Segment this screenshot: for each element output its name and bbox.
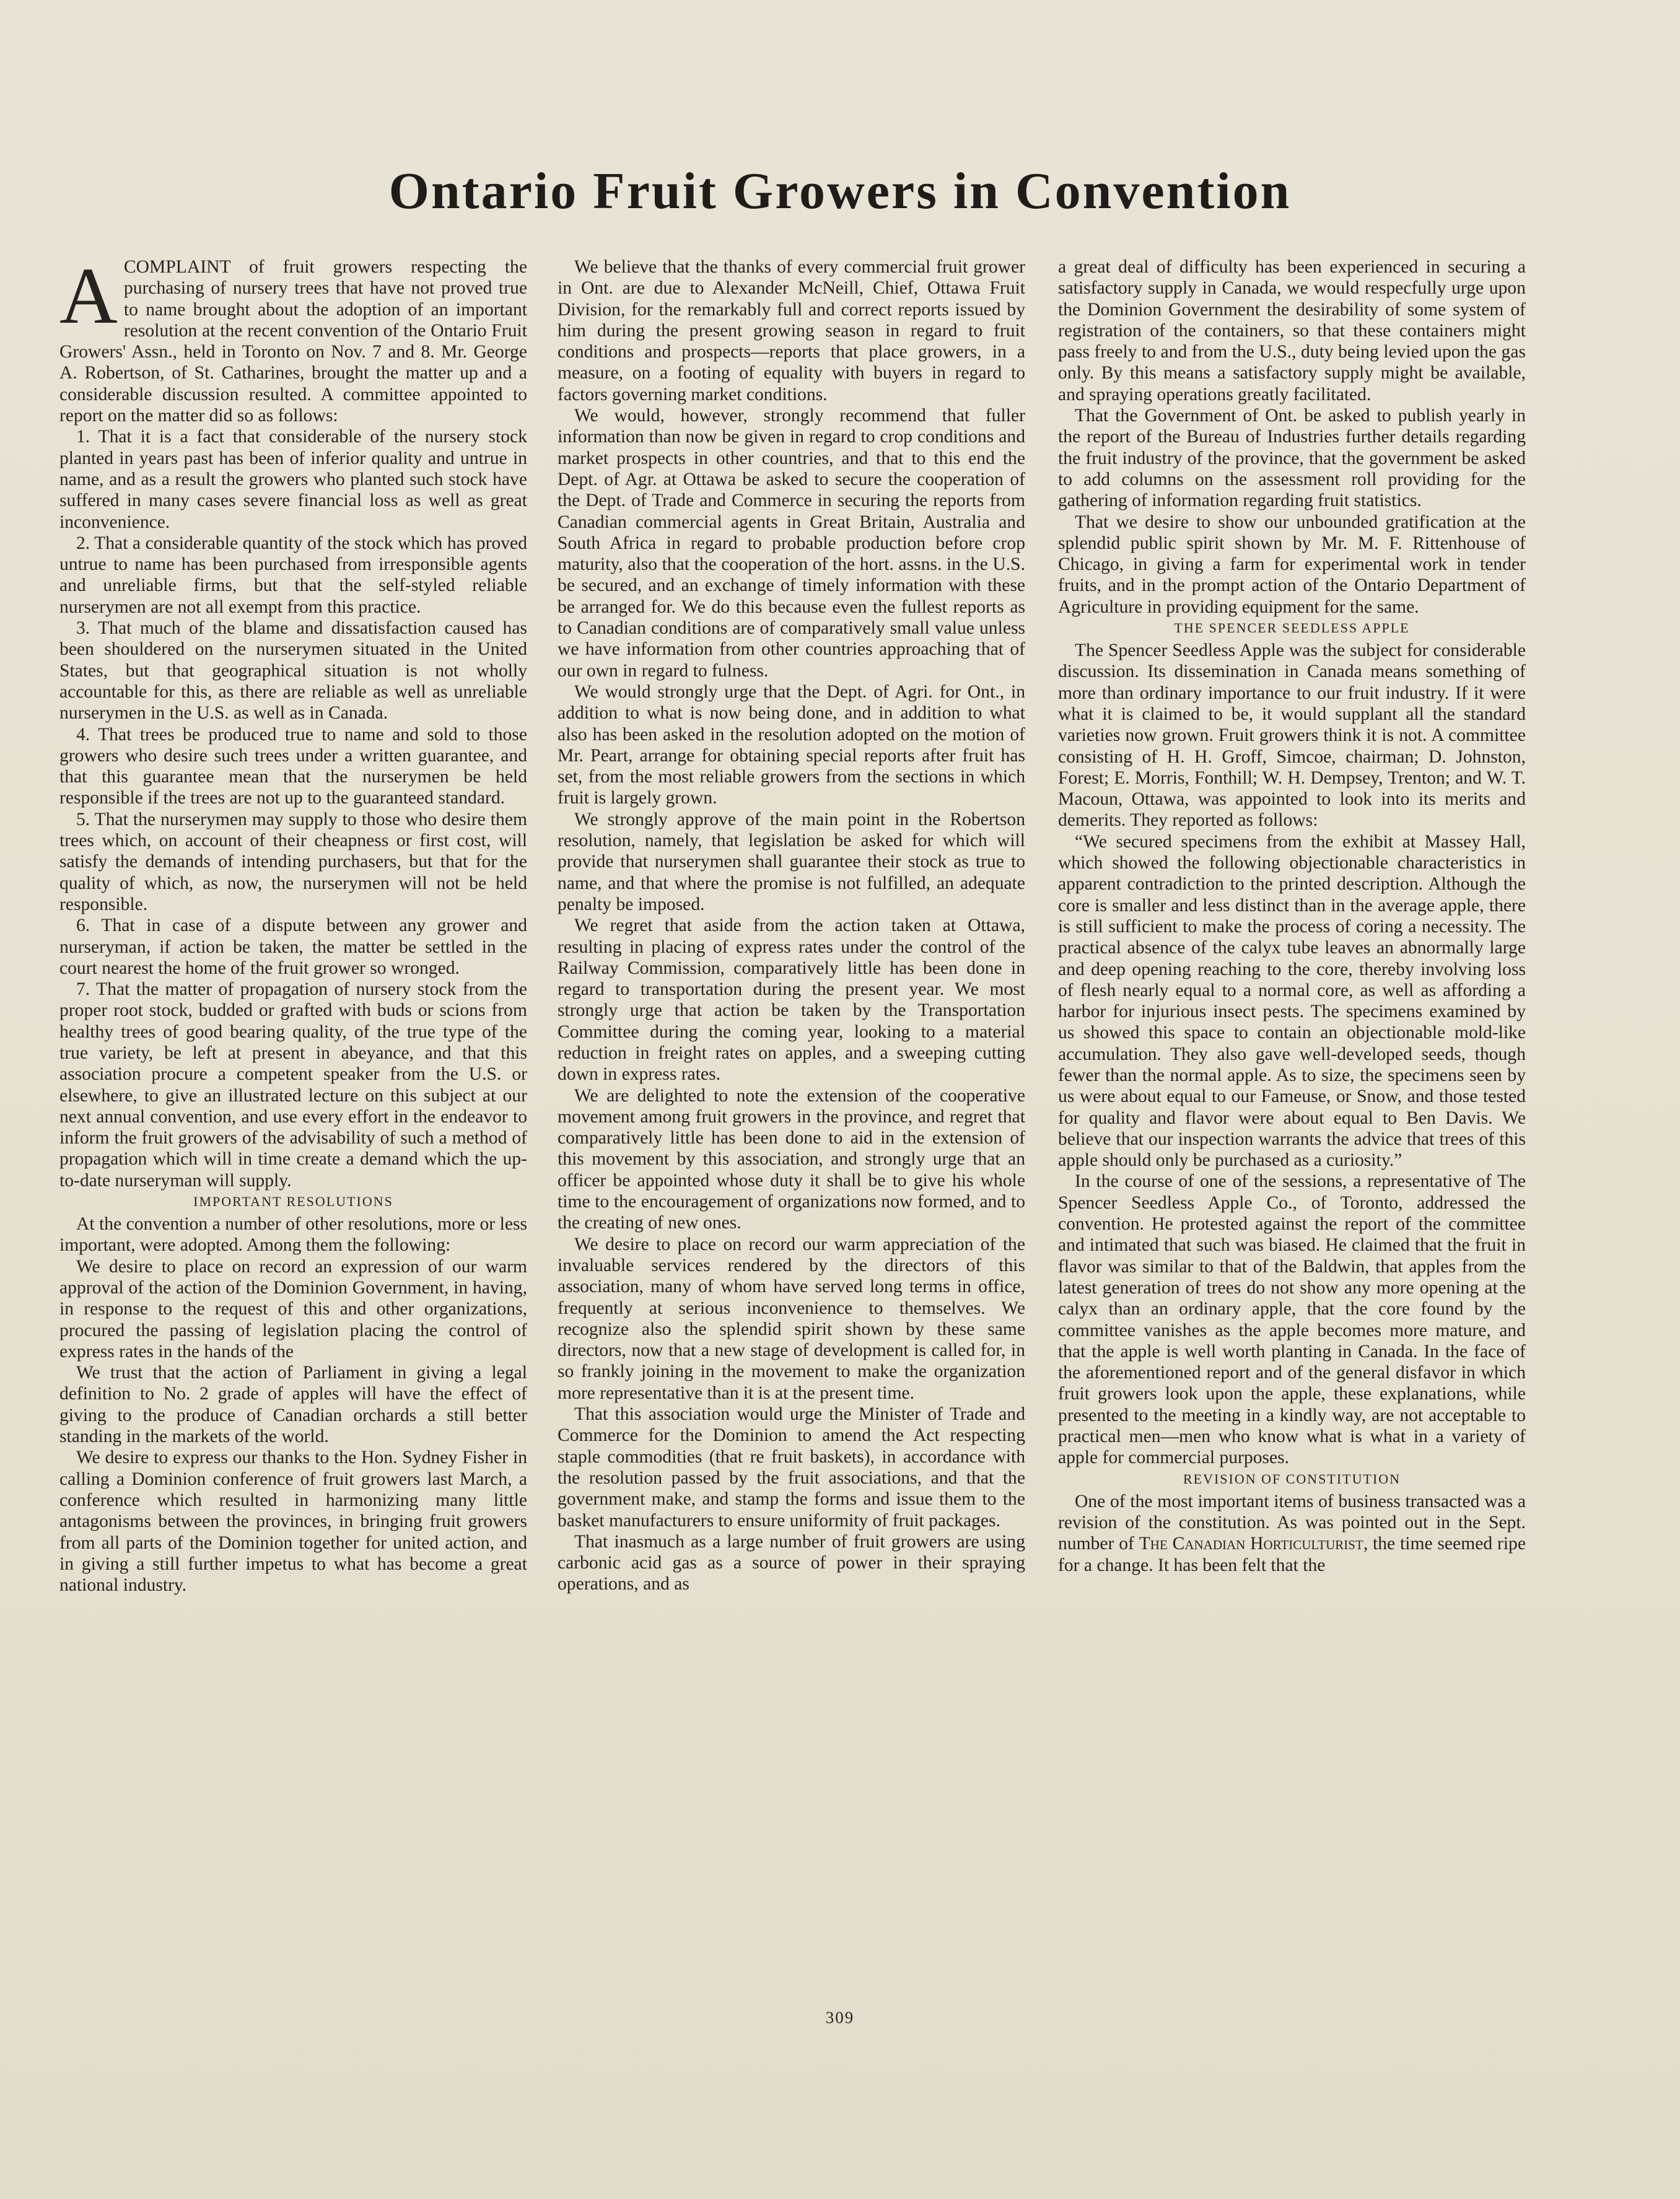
- paragraph: The Spencer Seedless Apple was the subject for considerable discussion. Its dissemination in Canada means something of more than ordinary importance to our fruit industry. If it were what it is claimed to be, it would supplant all the standard varieties now grown. Fruit growers think it is not. A committee consisting of H. H. Groff, Simcoe, chairman; D. Johnston, Forest; E. Morris, Fonthill; W. H. Dempsey, Trenton; and W. T. Macoun, Ottawa, was appointed to look into its merits and demerits. They reported as follows:: [1058, 640, 1526, 831]
- paragraph: That inasmuch as a large number of fruit growers are using carbonic acid gas as a source of power in their spraying operations, and as: [558, 1531, 1025, 1594]
- section-heading: THE SPENCER SEEDLESS APPLE: [1174, 620, 1410, 636]
- section-heading: REVISION OF CONSTITUTION: [1183, 1471, 1401, 1487]
- page-number: 309: [825, 2008, 855, 2027]
- paragraph: 3. That much of the blame and dissatisfaction caused has been shouldered on the nurserymen situated in the United States, but that geographical situation is not wholly accountable for this, as there are reliable as well as unreliable nurserymen in the U.S. as well as in Canada.: [59, 618, 527, 724]
- paragraph: We regret that aside from the action taken at Ottawa, resulting in placing of express rates under the control of the Railway Commission, comparatively little has been done in regard to transportation during the present year. We most strongly urge that action be taken by the Transportation Committee during the coming year, looking to a material reduction in freight rates on apples, and a sweeping cutting down in express rates.: [558, 916, 1025, 1085]
- paragraph: In the course of one of the sessions, a representative of The Spencer Seedless Apple Co., of Toronto, addressed the convention. He protested against the report of the committee and intimated that such was biased. He claimed that the fruit in flavor was similar to that of the Baldwin, that apples from the latest generation of trees do not show any more opening at the calyx than an ordinary apple, that the core found by the committee vanishes as the apple becomes more mature, and that the apple is well worth planting in Canada. In the face of the aforementioned report and of the general disfavor in which fruit growers look upon the apple, these explanations, while presented to the meeting in a kindly way, are not acceptable to practical men—men who know what is what in a variety of apple for commercial purposes.: [1058, 1171, 1526, 1468]
- paragraph: That this association would urge the Minister of Trade and Commerce for the Dominion to amend the Act respecting staple commodities (that re fruit baskets), in accordance with the resolution passed by the fruit associations, and that the government make, and stamp the forms and issue them to the basket manufacturers to ensure uniformity of fruit packages.: [558, 1404, 1025, 1531]
- text-column-1: [59, 251, 527, 1596]
- paragraph: 5. That the nurserymen may supply to those who desire them trees which, on account of their cheapness or first cost, will satisfy the demands of intending purchasers, but that for the quality of which, as now, the nurserymen will not be held responsible.: [59, 809, 527, 914]
- paragraph: At the convention a number of other resolutions, more or less important, were adopted. Among them the following:: [59, 1214, 527, 1256]
- paragraph: That we desire to show our unbounded gratification at the splendid public spirit shown by Mr. M. F. Rittenhouse of Chicago, in giving a farm for experimental work in tender fruits, and in the prompt action of the Ontario Department of Agriculture in providing equipment for the same.: [1058, 512, 1526, 617]
- paragraph: 2. That a considerable quantity of the stock which has proved untrue to name has been purchased from irresponsible agents and unreliable firms, but that the self-styled reliable nurserymen are not all exempt from this practice.: [59, 533, 527, 617]
- paragraph: We are delighted to note the extension of the cooperative movement among fruit growers in the province, and regret that comparatively little has been done to aid in the extension of this movement by this association, and strongly urge that an officer be appointed whose duty it shall be to give his whole time to the encouragement of organizations now formed, and to the creating of new ones.: [558, 1085, 1025, 1233]
- article-title: Ontario Fruit Growers in Convention: [388, 162, 1292, 220]
- paragraph: [1058, 1491, 1526, 1576]
- paragraph: 1. That it is a fact that considerable of the nursery stock planted in years past has been of inferior quality and untrue in name, and as a result the growers who planted such stock have suffered in many cases severe financial loss as well as great inconvenience.: [59, 427, 527, 532]
- paragraph: 7. That the matter of propagation of nursery stock from the proper root stock, budded or grafted with buds or scions from healthy trees of good bearing quality, of the true type of the true variety, be left at present in abeyance, and that this association procure a competent speaker from the U.S. or elsewhere, to give an illustrated lecture on this subject at our next annual convention, and use every effort in the endeavor to inform the fruit growers of the advisability of such a method of propagation which will in time create a demand which the up-to-date nurseryman will supply.: [59, 979, 527, 1191]
- paragraph: 4. That trees be produced true to name and sold to those growers who desire such trees under a written guarantee, and that this guarantee mean that the nurserymen be held responsible if the trees are not up to the guaranteed standard.: [59, 724, 527, 808]
- paragraph: We would, however, strongly recommend that fuller information than now be given in regard to crop conditions and market prospects in other countries, and that to this end the Dept. of Agr. at Ottawa be asked to secure the cooperation of the Dept. of Trade and Commerce in securing the reports from Canadian commercial agents in Great Britain, Australia and South Africa in regard to probable production before crop maturity, also that the cooperation of the hort. assns. in the U.S. be secured, and an exchange of timely information with these be arranged for. We do this because even the fullest reports as to Canadian conditions are of comparatively small value unless we have information from other countries approaching that of our own in regard to fulness.: [558, 406, 1025, 681]
- paragraph-text: One of the most important items of business transacted was a revision of the constitution. As was pointed out in the Sept. number of: [1058, 1491, 1526, 1554]
- paragraph: a great deal of difficulty has been experienced in securing a satisfactory supply in Canada, we would respecfully urge upon the Dominion Government the desirability of some system of registration of the containers, so that these containers might pass freely to and from the U.S., duty being levied upon the gas only. By this means a satisfactory supply might be available, and spraying operations greatly facilitated.: [1058, 257, 1526, 404]
- paragraph-text: , the time seemed ripe for a change. It has been felt that the: [1058, 1534, 1526, 1575]
- drop-cap: A: [59, 251, 118, 341]
- paragraph: “We secured specimens from the exhibit at Massey Hall, which showed the following objectionable characteristics in apparent contradiction to the printed description. Although the core is smaller and less distinct than in the average apple, there is still sufficient to make the process of coring a necessity. The practical absence of the calyx tube leaves an abnormally large and deep opening reaching to the core, thereby involving loss of flesh nearly equal to a normal core, as well as affording a harbor for injurious insect pests. The specimens examined by us showed this space to contain an objectionable mold-like accumulation. They also gave well-developed seeds, though fewer than the normal apple. As to size, the specimens seen by us were about equal to our Fameuse, or Snow, and those tested for quality and flavor were about equal to Ben Davis. We believe that our inspection warrants the advice that trees of this apple should only be purchased as a curiosity.”: [1058, 831, 1526, 1171]
- paragraph: We strongly approve of the main point in the Robertson resolution, namely, that legislation be asked for which will provide that nurserymen shall guarantee their stock as true to name, and that where the promise is not fulfilled, an adequate penalty be imposed.: [558, 809, 1025, 914]
- section-heading: IMPORTANT RESOLUTIONS: [193, 1194, 393, 1210]
- paragraph: That the Government of Ont. be asked to publish yearly in the report of the Bureau of Industries further details regarding the fruit industry of the province, that the government be asked to add columns on the assessment roll providing for the gathering of information regarding fruit statistics.: [1058, 406, 1526, 511]
- text-column-3: [1058, 256, 1526, 1576]
- paragraph: We trust that the action of Parliament in giving a legal definition to No. 2 grade of apples will have the effect of giving to the produce of Canadian orchards a still better standing in the markets of the world.: [59, 1363, 527, 1447]
- paragraph: We desire to place on record an expression of our warm approval of the action of the Dominion Government, in having, in response to the request of this and other organizations, procured the passing of legislation placing the control of express rates in the hands of the: [59, 1256, 527, 1362]
- paragraph: We desire to place on record our warm appreciation of the invaluable services rendered by the directors of this association, many of whom have served long terms in office, frequently at serious inconvenience to themselves. We recognize also the splendid spirit shown by these same directors, now that a new stage of development is called for, in so frankly joining in the movement to make the organization more representative than it is at the present time.: [558, 1234, 1025, 1403]
- paragraph: We desire to express our thanks to the Hon. Sydney Fisher in calling a Dominion conference of fruit growers last March, a conference which resulted in harmonizing many little antagonisms between the provinces, in bringing fruit growers from all parts of the Dominion together for united action, and in giving a still further impetus to what has become a great national industry.: [59, 1448, 527, 1596]
- publication-name: The Canadian Horticulturist: [1139, 1534, 1363, 1554]
- paragraph: We believe that the thanks of every commercial fruit grower in Ont. are due to Alexander McNeill, Chief, Ottawa Fruit Division, for the remarkably full and correct reports issued by him during the present growing season in regard to fruit conditions and prospects—reports that place growers, in a measure, on a footing of equality with buyers in regard to factors governing market conditions.: [558, 257, 1025, 404]
- text-column-2: [558, 256, 1025, 1595]
- paragraph: We would strongly urge that the Dept. of Agri. for Ont., in addition to what is now being done, and in addition to what also has been asked in the resolution adopted on the motion of Mr. Peart, arrange for obtaining special reports after fruit has set, from the most reliable growers from the sections in which fruit is largely grown.: [558, 681, 1025, 808]
- paragraph: [59, 251, 527, 426]
- paragraph-text: COMPLAINT of fruit growers respecting the purchasing of nursery trees that have not proved true to name brought about the adoption of an important resolution at the recent convention of the Ontario Fruit Growers' Assn., held in Toronto on Nov. 7 and 8. Mr. George A. Robertson, of St. Catharines, brought the matter up and a considerable discussion resulted. A committee appointed to report on the matter did so as follows:: [59, 257, 527, 426]
- paragraph: 6. That in case of a dispute between any grower and nurseryman, if action be taken, the matter be settled in the court nearest the home of the fruit grower so wronged.: [59, 916, 527, 978]
